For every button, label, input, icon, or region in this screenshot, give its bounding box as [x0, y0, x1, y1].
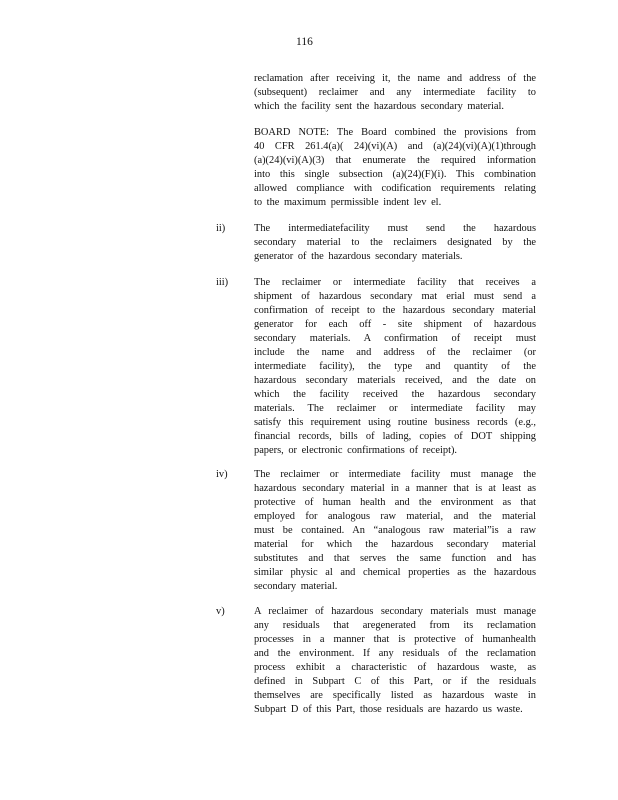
- text-line: generator of the hazardous secondary materials.: [254, 251, 463, 262]
- text-line: (a)(24)(vi)(A)(3) that enumerate the required information: [254, 155, 536, 166]
- text-line: secondary materials. A confirmation of receipt must: [254, 333, 536, 344]
- text-line: generator for each off - site shipment of hazardous: [254, 319, 536, 330]
- text-line: The reclaimer or intermediate facility must manage the: [254, 469, 536, 480]
- text-line: any residuals that aregenerated from its reclamation: [254, 620, 536, 631]
- text-line: (subsequent) reclaimer and any intermediate facility to: [254, 87, 536, 98]
- text-line: secondary material.: [254, 581, 338, 592]
- text-line: 40 CFR 261.4(a)( 24)(vi)(A) and (a)(24)(vi)(A)(1)through: [254, 141, 536, 152]
- text-line: hazardous secondary materials received, and the date on: [254, 375, 536, 386]
- text-line: to the maximum permissible indent lev el.: [254, 197, 442, 208]
- text-line: financial records, bills of lading, copies of DOT shipping: [254, 431, 536, 442]
- text-line: shipment of hazardous secondary mat erial must send a: [254, 291, 536, 302]
- text-line: secondary material to the reclaimers designated by the: [254, 237, 536, 248]
- text-line: allowed compliance with codification requirements relating: [254, 183, 536, 194]
- text-line: The reclaimer or intermediate facility that receives a: [254, 277, 536, 288]
- text-line: reclamation after receiving it, the name and address of the: [254, 73, 536, 84]
- paragraph-item-v: [254, 605, 536, 717]
- text-line: material for which the hazardous secondary material: [254, 539, 536, 550]
- text-line: papers, or electronic confirmations of receipt).: [254, 445, 458, 456]
- paragraph-continuation: [254, 72, 536, 114]
- text-line: similar physic al and chemical properties as the hazardous: [254, 567, 536, 578]
- paragraph-item-iii: [254, 276, 536, 458]
- text-line: processes in a manner that is protective of humanhealth: [254, 634, 536, 645]
- text-line: satisfy this requirement using routine business records (e.g.,: [254, 417, 536, 428]
- text-line: confirmation of receipt to the hazardous secondary material: [254, 305, 536, 316]
- page-number: 116: [296, 36, 313, 48]
- text-line: Subpart D of this Part, those residuals are hazardo us waste.: [254, 704, 523, 715]
- list-marker: ii): [216, 223, 226, 234]
- text-line: BOARD NOTE: The Board combined the provisions from: [254, 127, 536, 138]
- text-line: into this single subsection (a)(24)(F)(i). This combination: [254, 169, 536, 180]
- list-marker: iv): [216, 469, 228, 480]
- list-marker: v): [216, 606, 225, 617]
- text-line: materials. The reclaimer or intermediate facility may: [254, 403, 536, 414]
- paragraph-item-ii: [254, 222, 536, 264]
- list-marker: iii): [216, 277, 229, 288]
- text-line: defined in Subpart C of this Part, or if the residuals: [254, 676, 536, 687]
- text-line: The intermediatefacility must send the hazardous: [254, 223, 536, 234]
- text-line: which the facility received the hazardous secondary: [254, 389, 536, 400]
- text-line: which the facility sent the hazardous secondary material.: [254, 101, 505, 112]
- paragraph-board-note: [254, 126, 536, 210]
- text-line: must be contained. An “analogous raw material”is a raw: [254, 525, 536, 536]
- text-line: employed for analogous raw material, and the material: [254, 511, 536, 522]
- text-line: themselves are specifically listed as hazardous waste in: [254, 690, 536, 701]
- text-line: and the environment. If any residuals of the reclamation: [254, 648, 536, 659]
- text-line: process exhibit a characteristic of hazardous waste, as: [254, 662, 536, 673]
- paragraph-item-iv: [254, 468, 536, 594]
- text-line: intermediate facility), the type and quantity of the: [254, 361, 536, 372]
- text-line: protective of human health and the environment as that: [254, 497, 536, 508]
- text-line: include the name and address of the reclaimer (or: [254, 347, 536, 358]
- text-line: substitutes and that serves the same function and has: [254, 553, 536, 564]
- text-line: hazardous secondary material in a manner that is at least as: [254, 483, 536, 494]
- text-line: A reclaimer of hazardous secondary materials must manage: [254, 606, 536, 617]
